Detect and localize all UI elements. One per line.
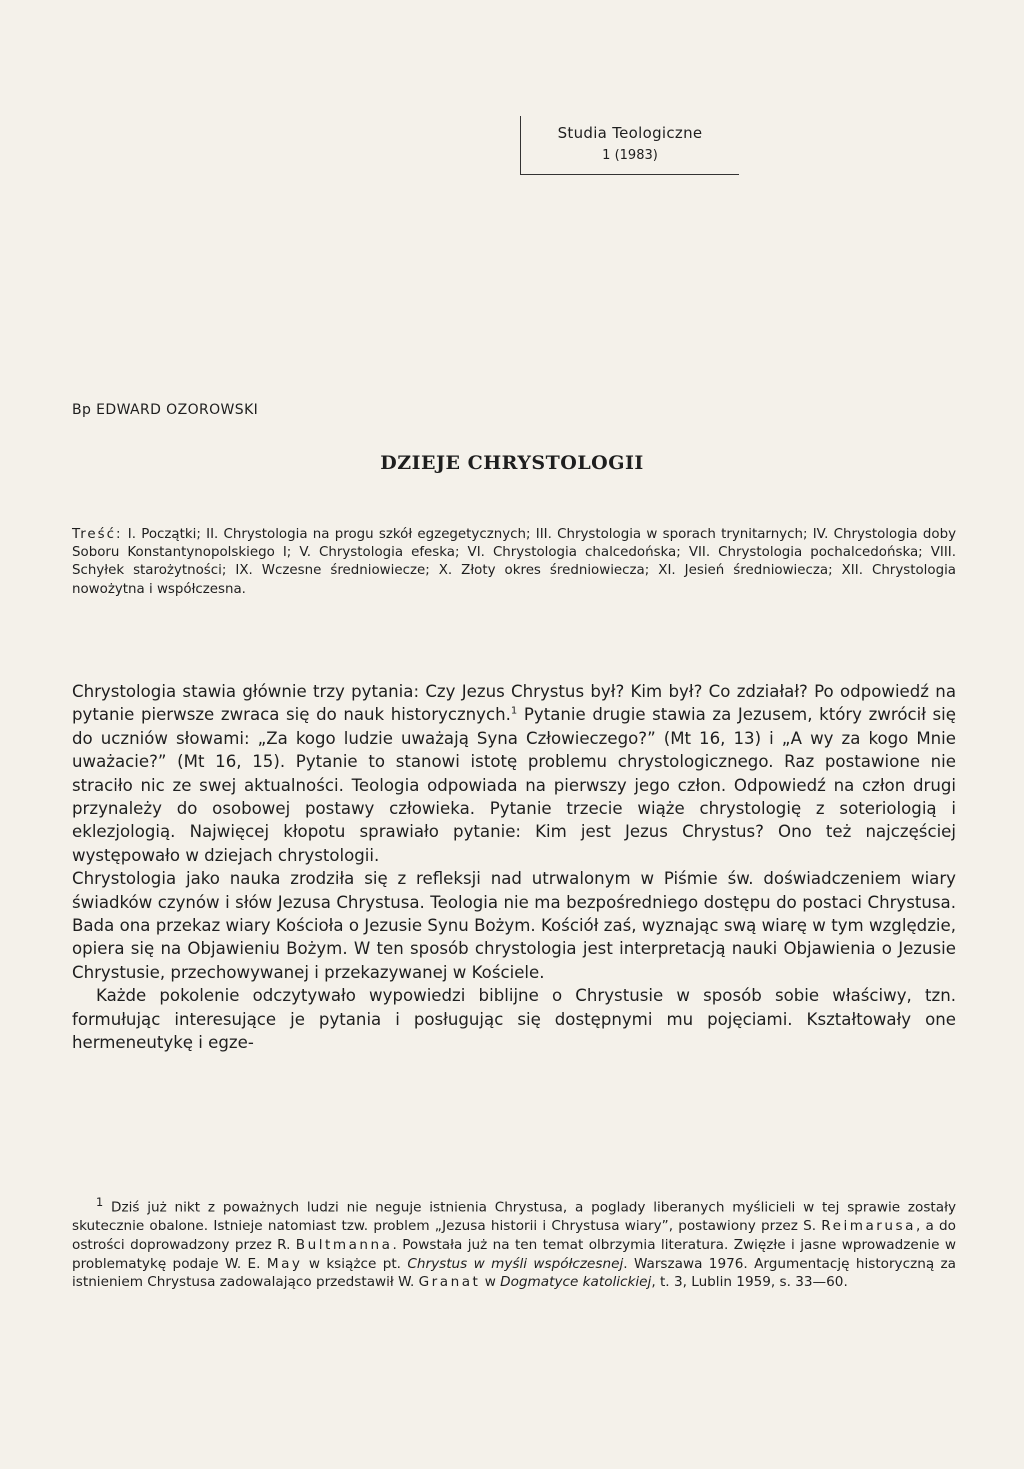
fn-text-1: Dziś już nikt z poważnych ludzi nie neguje istnienia Chrystusa, a poglady liberanych myślicieli w tej sprawie zostały skutecznie obalone. Istnieje natomiast tzw. problem „Jezusa historii i Chrystusa wiary”, postawiony przez S. — [72, 1199, 956, 1235]
footnote-1 — [72, 1193, 956, 1292]
fn-name-bultmann: Bultmanna — [295, 1236, 393, 1253]
paragraph-1-part-a: Chrystologia stawia głównie trzy pytania: Czy Jezus Chrystus był? Kim był? Co zdziałał? Po odpowiedź na pytanie pierwsze zwraca się do nauk historycznych. — [72, 682, 956, 725]
fn-text-7: , t. 3, Lublin 1959, s. 33—60. — [651, 1274, 848, 1291]
article-body — [72, 680, 956, 1055]
paragraph-1 — [72, 680, 956, 867]
fn-text-6: w — [480, 1274, 501, 1291]
fn-name-granat: Granat — [418, 1274, 481, 1291]
fn-book-1: Chrystus w myśli współczesnej — [407, 1255, 624, 1272]
table-of-contents — [72, 526, 956, 599]
fn-text-3: . Powstała już na ten temat olbrzymia literatura. Zwięzłe i jasne wprowadzenie w problematykę podaje W. E. — [72, 1236, 956, 1272]
fn-book-2: Dogmatyce katolickiej — [500, 1274, 652, 1291]
footnotes — [72, 1193, 956, 1292]
fn-text-5: . Warszawa 1976. Argumentację historyczną za istnieniem Chrystusa zadowalająco przedstawił W. — [72, 1255, 956, 1291]
fn-name-reimarus: Reimarusa — [821, 1218, 916, 1235]
footnote-number: 1 — [96, 1195, 104, 1209]
fn-text-4: w książce pt. — [302, 1255, 408, 1272]
paragraph-3: Każde pokolenie odczytywało wypowiedzi biblijne o Chrystusie w sposób sobie właściwy, tzn. formułując interesujące je pytania i posługując się dostępnymi mu pojęciami. Kształtowały one hermeneutykę i egze- — [72, 986, 956, 1053]
toc-text: I. Początki; II. Chrystologia na progu szkół egzegetycznych; III. Chrystologia w sporach trynitarnych; IV. Chrystologia doby Soboru Konstantynopolskiego I; V. Chrystologia efeska; VI. Chrystologia chalcedońska; VII. Chrystologia pochalcedońska; VIII. Schyłek starożytności; IX. Wczesne średniowiecze; X. Złoty okres średniowiecza; XI. Jesień średniowiecza; XII. Chrystologia nowożytna i współczesna. — [72, 527, 956, 597]
journal-header-box — [520, 116, 739, 175]
fn-name-may: May — [266, 1255, 303, 1272]
paragraph-1-part-b: Pytanie drugie stawia za Jezusem, który zwrócił się do uczniów słowami: „Za kogo ludzie uważają Syna Człowieczego?” (Mt 16, 13) i „A wy za kogo Mnie uważacie?” (Mt 16, 15). Pytanie to stanowi istotę problemu chrystologicznego. Raz postawione nie straciło nic ze swej aktualności. Teologia odpowiada na pierwszy jego człon. Odpowiedź na człon drugi przynależy do osobowej postawy człowieka. Pytanie trzecie wiąże chrystologię z soteriologią i eklezjologią. Najwięcej kłopotu sprawiało pytanie: Kim jest Jezus Chrystus? Ono też najczęściej występowało w dziejach chrystologii. — [72, 705, 956, 865]
paragraph-2: Chrystologia jako nauka zrodziła się z refleksji nad utrwalonym w Piśmie św. doświadczeniem wiary świadków czynów i słów Jezusa Chrystusa. Teologia nie ma bezpośredniego dostępu do postaci Chrystusa. Bada ona przekaz wiary Kościoła o Jezusie Synu Bożym. Kościół zaś, wyznając swą wiarę w tym względzie, opiera się na Objawieniu Bożym. W ten sposób chrystologia jest interpretacją nauki Objawienia o Jezusie Chrystusie, przechowywanej i przekazywanej w Kościele. — [72, 869, 956, 982]
article-title: DZIEJE CHRYSTOLOGII — [380, 452, 644, 474]
toc-lead: Treść: — [72, 527, 123, 542]
journal-issue: 1 (1983) — [602, 148, 658, 163]
article-author: Bp EDWARD OZOROWSKI — [72, 402, 259, 418]
fn-text-2: , a do ostrości doprowadzony przez R. — [72, 1218, 956, 1253]
footnote-ref-1: 1 — [510, 705, 518, 717]
journal-name: Studia Teologiczne — [557, 124, 703, 142]
